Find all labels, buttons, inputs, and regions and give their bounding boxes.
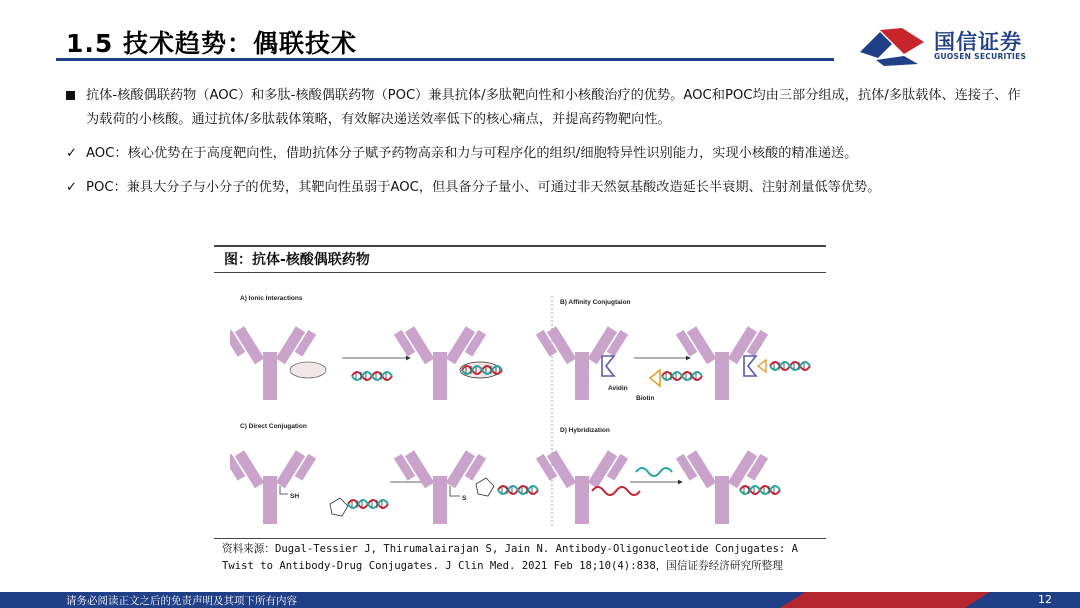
figure-title-rule xyxy=(214,272,826,273)
footer-disclaimer: 请务必阅读正文之后的免责声明及其项下所有内容 xyxy=(66,595,297,607)
logo-en: GUOSEN SECURITIES xyxy=(934,52,1027,61)
square-bullet-icon xyxy=(66,84,82,109)
figure-title: 图：抗体-核酸偶联药物 xyxy=(224,252,370,268)
bullet-item xyxy=(66,142,1026,166)
figure-top-rule xyxy=(214,245,826,247)
bullet-text: 抗体-核酸偶联药物（AOC）和多肽-核酸偶联药物（POC）兼具抗体/多肽靶向性和小核酸治疗的优势。AOC和POC均由三部分组成，抗体/多肽载体、连接子、作为载荷的小核酸。通过抗体/多肽载体策略，有效解决递送效率低下的核心痛点，并提高药物靶向性。 xyxy=(86,88,1021,127)
title-underline xyxy=(56,58,834,61)
oligonucleotide-icon xyxy=(348,500,388,508)
bullet-item xyxy=(66,176,1026,200)
antibody-icon xyxy=(676,326,768,400)
figure-illustration xyxy=(230,286,820,534)
avidin-label: Avidin xyxy=(608,385,628,392)
oligonucleotide-icon xyxy=(498,486,538,494)
oligonucleotide-icon xyxy=(352,372,392,380)
figure-source: 资料来源：Dugal-Tessier J, Thirumalairajan S, Jain N. Antibody-Oligonucleotide Conjugates: A Twist to Antibody-Drug Conjugates. J Clin Med. 2021 Feb 18;10(4):838，国信证券经济研究所整理 xyxy=(222,543,798,572)
panel-c-label: C) Direct Conjugation xyxy=(240,423,307,430)
bullet-text: AOC：核心优势在于高度靶向性，借助抗体分子赋予药物高亲和力与可程序化的组织/细胞特异性识别能力，实现小核酸的精准递送。 xyxy=(86,146,858,161)
panel-b-label: B) Affinity Conjugtaion xyxy=(560,299,631,306)
check-icon: ✓ xyxy=(66,180,78,195)
panel-a-label: A) Ionic Interactions xyxy=(240,295,303,302)
figure-bottom-rule xyxy=(214,538,826,539)
bullet-item xyxy=(66,84,1026,132)
bullet-list xyxy=(66,84,1026,210)
antibody-icon xyxy=(394,450,486,524)
page-title: 1.5 技术趋势：偶联技术 xyxy=(66,29,357,58)
logo-cn: 国信证券 xyxy=(934,30,1022,54)
antibody-icon xyxy=(536,450,628,524)
antibody-icon xyxy=(230,450,316,524)
footer-accent xyxy=(780,592,990,608)
thiol-label: SH xyxy=(290,493,300,500)
bullet-text: POC：兼具大分子与小分子的优势，其靶向性虽弱于AOC，但具备分子量小、可通过非天然氨基酸改造延长半衰期、注射剂量低等优势。 xyxy=(86,180,881,195)
biotin-label: Biotin xyxy=(636,395,655,402)
oligonucleotide-icon xyxy=(770,362,810,370)
oligonucleotide-icon xyxy=(662,372,702,380)
check-icon: ✓ xyxy=(66,146,78,161)
oligonucleotide-icon xyxy=(740,486,780,494)
panel-d-label: D) Hybridization xyxy=(560,427,610,434)
sulfur-label: S xyxy=(462,495,467,502)
page-number: 12 xyxy=(1038,593,1052,606)
